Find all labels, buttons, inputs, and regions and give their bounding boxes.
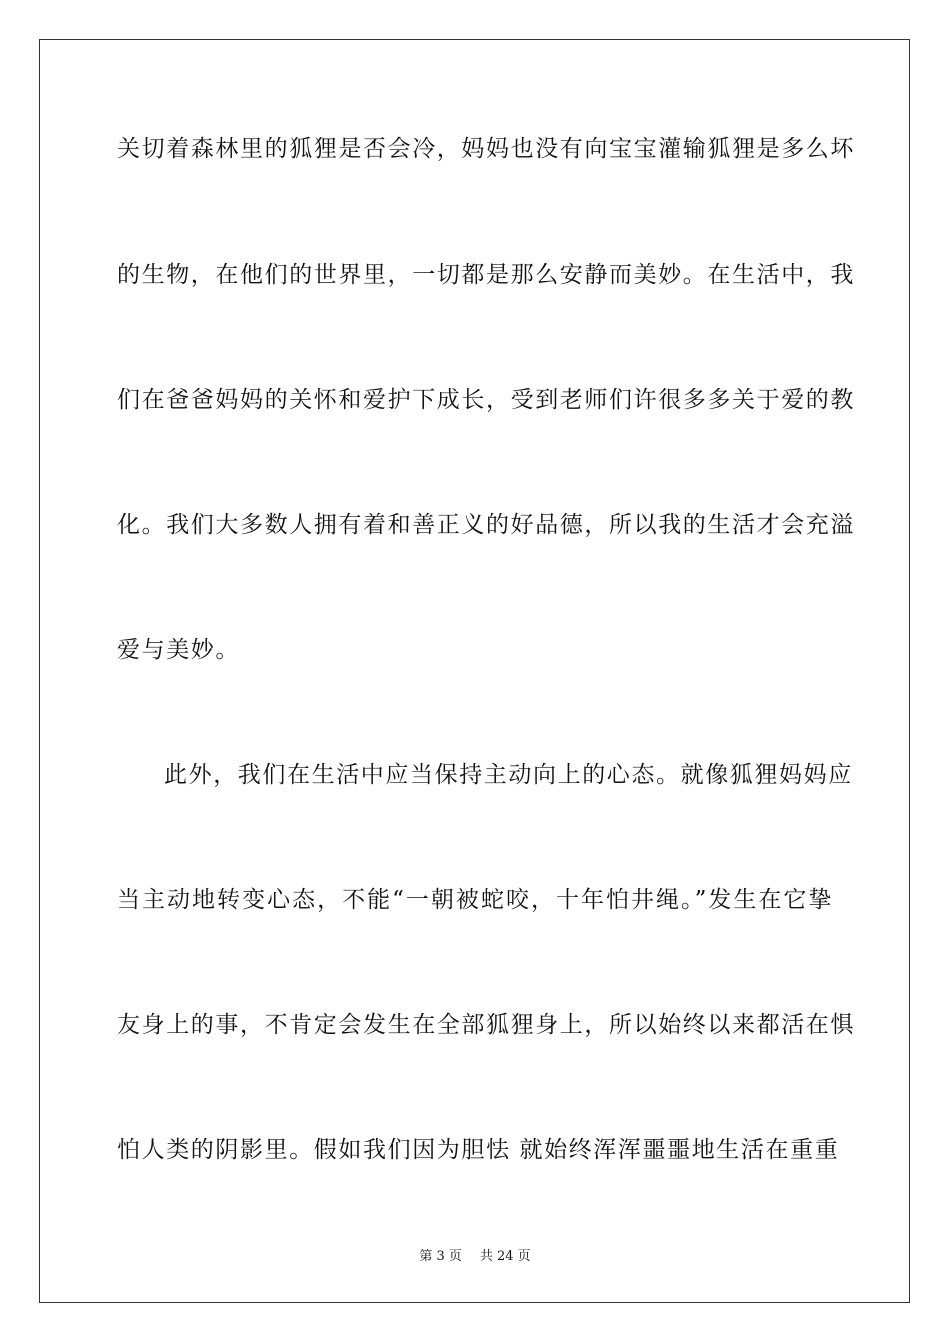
- text-line-4: 化。我们大多数人拥有着和善正义的好品德，所以我的生活才会充溢: [117, 512, 855, 538]
- text-line-8: 友身上的事，不肯定会发生在全部狐狸身上，所以始终以来都活在惧: [117, 1012, 855, 1038]
- total-pages: 共 24 页: [479, 1249, 531, 1264]
- text-line-6: 此外，我们在生活中应当保持主动向上的心态。就像狐狸妈妈应: [164, 762, 853, 788]
- text-line-2: 的生物，在他们的世界里，一切都是那么安静而美妙。在生活中，我: [117, 262, 855, 288]
- text-line-9: 怕人类的阴影里。假如我们因为胆怯 就始终浑浑噩噩地生活在重重: [117, 1137, 840, 1163]
- text-line-5: 爱与美妙。: [117, 637, 240, 663]
- page-border: [39, 39, 910, 1303]
- page-number: 第 3 页: [419, 1249, 462, 1264]
- text-line-1: 关切着森林里的狐狸是否会冷，妈妈也没有向宝宝灌输狐狸是多么坏: [117, 136, 855, 162]
- page-footer: [0, 1248, 950, 1266]
- text-line-7: 当主动地转变心态，不能“一朝被蛇咬，十年怕井绳。”发生在它挚: [117, 887, 833, 913]
- text-line-3: 们在爸爸妈妈的关怀和爱护下成长，受到老师们许很多多关于爱的教: [117, 387, 855, 413]
